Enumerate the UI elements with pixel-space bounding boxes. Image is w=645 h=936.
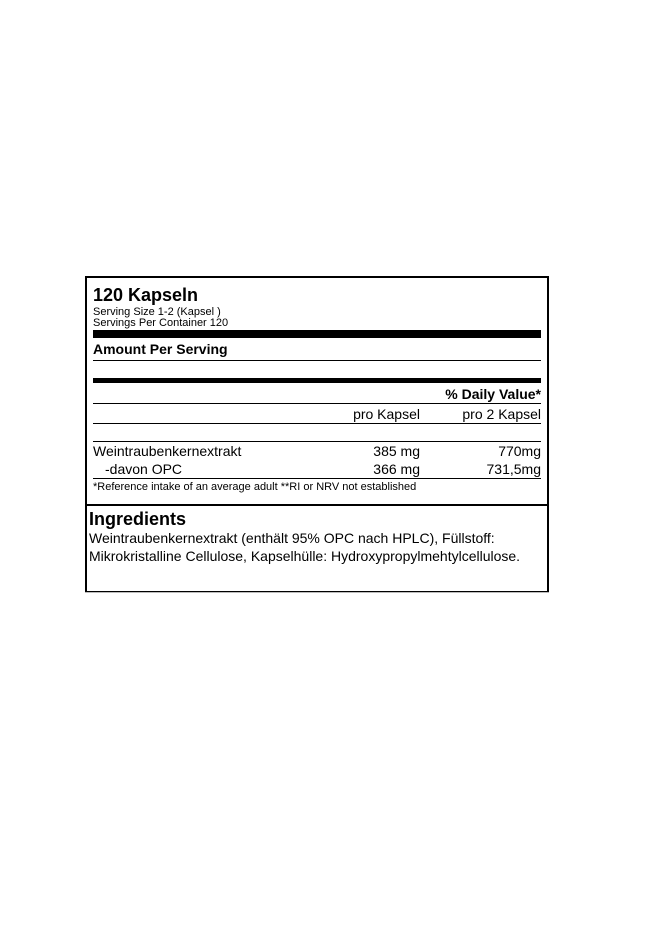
col2-header: pro 2 Kapsel <box>462 406 541 422</box>
row-name: Weintraubenkernextrakt <box>93 443 242 459</box>
divider <box>93 403 541 404</box>
serving-size: Serving Size 1-2 (Kapsel ) <box>93 306 221 318</box>
row-col2: 731,5mg <box>486 461 541 477</box>
thick-divider <box>93 330 541 338</box>
divider <box>93 478 541 479</box>
nutrition-label <box>85 276 549 593</box>
table-row <box>93 442 541 460</box>
row-col2: 770mg <box>498 443 541 459</box>
servings-per-container: Servings Per Container 120 <box>93 317 229 329</box>
supplement-facts <box>93 285 541 494</box>
label-bottom-edge <box>85 592 549 593</box>
row-col1: 366 mg <box>373 461 420 477</box>
table-row <box>93 460 541 478</box>
col1-header: pro Kapsel <box>353 406 420 422</box>
ingredients-text: Weintraubenkernextrakt (enthält 95% OPC nach HPLC), Füllstoff: Mikrokristalline Cellulose, Kapselhülle: Hydroxypropylmehtylcellulose. <box>89 530 521 564</box>
column-headers <box>93 405 541 423</box>
medium-divider <box>93 378 541 383</box>
label-title: 120 Kapseln <box>93 285 199 305</box>
ingredients-title: Ingredients <box>89 509 187 529</box>
row-col1: 385 mg <box>373 443 420 459</box>
daily-value-header: % Daily Value* <box>445 386 541 402</box>
row-name: -davon OPC <box>105 461 183 477</box>
footnote: *Reference intake of an average adult **RI or NRV not established <box>93 481 417 493</box>
ingredients-section <box>87 504 549 565</box>
amount-per-serving: Amount Per Serving <box>93 341 228 357</box>
